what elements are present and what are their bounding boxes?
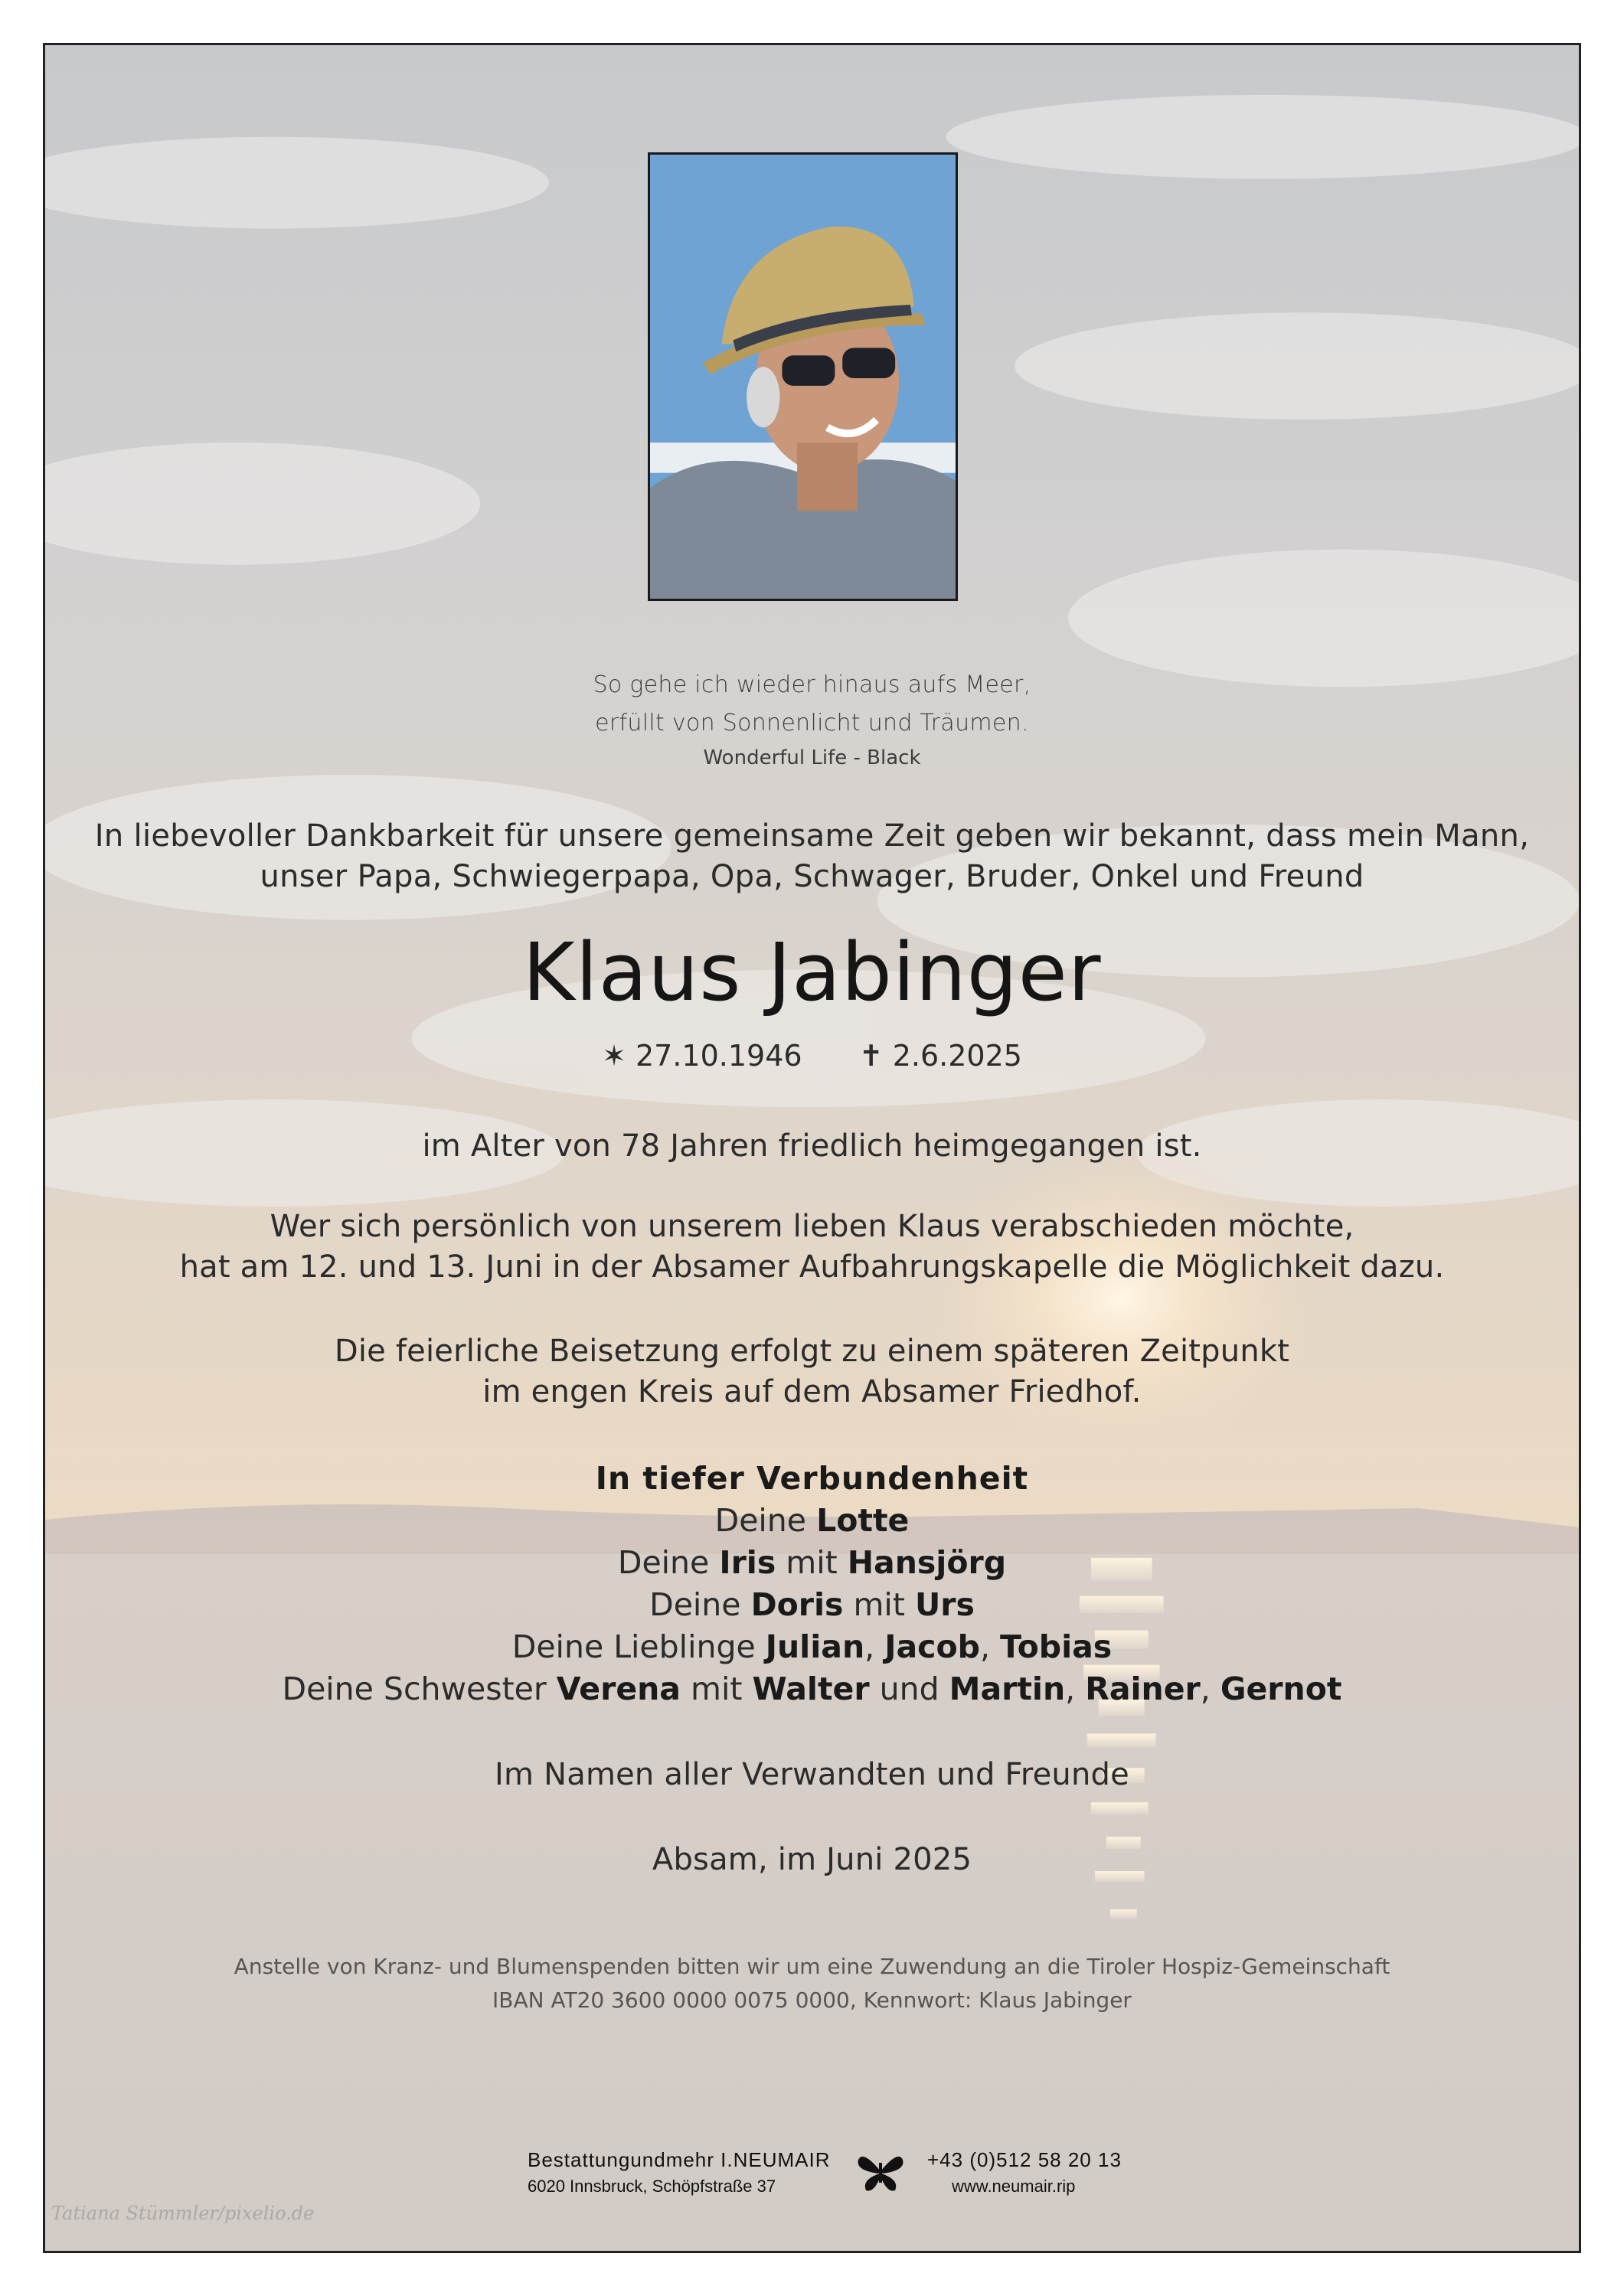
family-heading: In tiefer Verbundenheit bbox=[595, 1460, 1029, 1497]
portrait-photo bbox=[648, 152, 958, 601]
portrait-image bbox=[650, 155, 956, 599]
family-line-3: Deine Doris mit Urs bbox=[649, 1586, 975, 1623]
deceased-name: Klaus Jabinger bbox=[522, 926, 1102, 1019]
farewell-line-2: hat am 12. und 13. Juni in der Absamer Aufbahrungskapelle die Möglichkeit dazu. bbox=[179, 1249, 1445, 1285]
quote-line-2: erfüllt von Sonnenlicht und Träumen. bbox=[595, 710, 1029, 736]
photo-credit-watermark: Tatiana Stümmler/pixelio.de bbox=[51, 2203, 315, 2224]
obituary-content bbox=[45, 45, 1579, 2251]
undertaker-phone: +43 (0)512 58 20 13 bbox=[927, 2148, 1122, 2171]
place-date: Absam, im Juni 2025 bbox=[652, 1842, 972, 1877]
life-dates bbox=[45, 1039, 1579, 1073]
undertaker-right bbox=[927, 2148, 1122, 2196]
intro-line-2: unser Papa, Schwiegerpapa, Opa, Schwager, Bruder, Onkel und Freund bbox=[260, 859, 1364, 894]
undertaker-left bbox=[528, 2148, 831, 2196]
quote-source: Wonderful Life - Black bbox=[703, 746, 921, 769]
birth-date: 27.10.1946 bbox=[636, 1039, 802, 1073]
family-line-2: Deine Iris mit Hansjörg bbox=[617, 1544, 1007, 1581]
intro-line-1: In liebevoller Dankbarkeit für unsere gemeinsame Zeit geben wir bekannt, dass mein Mann, bbox=[94, 818, 1530, 854]
burial-line-1: Die feierliche Beisetzung erfolgt zu einem späteren Zeitpunkt bbox=[334, 1334, 1290, 1369]
age-line: im Alter von 78 Jahren friedlich heimgegangen ist. bbox=[422, 1128, 1202, 1164]
undertaker-website[interactable]: www.neumair.rip bbox=[952, 2177, 1076, 2196]
family-line-4: Deine Lieblinge Julian, Jacob, Tobias bbox=[511, 1628, 1113, 1665]
death-date: 2.6.2025 bbox=[892, 1039, 1022, 1073]
family-line-5: Deine Schwester Verena mit Walter und Martin, Rainer, Gernot bbox=[282, 1671, 1342, 1707]
obituary-frame bbox=[43, 43, 1581, 2253]
donation-line-1: Anstelle von Kranz- und Blumenspenden bitten wir um eine Zuwendung an die Tiroler Hospiz-Gemeinschaft bbox=[234, 1954, 1390, 1979]
undertaker-address: 6020 Innsbruck, Schöpfstraße 37 bbox=[528, 2177, 776, 2196]
family-line-1: Deine Lotte bbox=[714, 1502, 910, 1539]
burial-line-2: im engen Kreis auf dem Absamer Friedhof. bbox=[482, 1374, 1142, 1409]
birth-star-icon: ✶ bbox=[602, 1039, 626, 1073]
donation-line-2: IBAN AT20 3600 0000 0075 0000, Kennwort: Klaus Jabinger bbox=[492, 1987, 1132, 2013]
farewell-line-1: Wer sich persönlich von unserem lieben Klaus verabschieden möchte, bbox=[270, 1209, 1354, 1244]
closing-line: Im Namen aller Verwandten und Freunde bbox=[495, 1757, 1129, 1792]
death-cross-icon: ✝ bbox=[858, 1039, 884, 1073]
undertaker-name: Bestattungundmehr I.NEUMAIR bbox=[528, 2148, 831, 2171]
quote-line-1: So gehe ich wieder hinaus aufs Meer, bbox=[593, 671, 1031, 698]
butterfly-logo-icon bbox=[855, 2146, 906, 2196]
